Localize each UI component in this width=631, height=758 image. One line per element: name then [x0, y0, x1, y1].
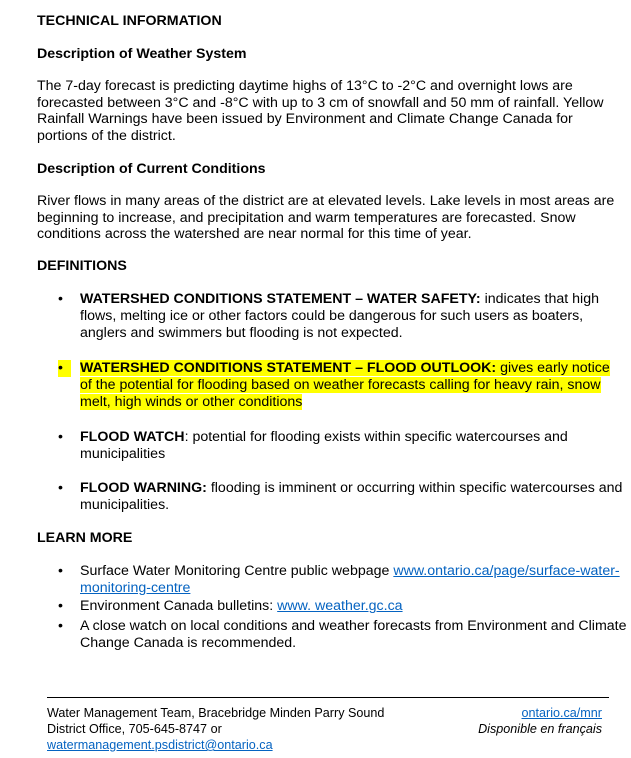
learn-more-text: Environment Canada bulletins: [80, 598, 278, 614]
technical-information-heading: TECHNICAL INFORMATION [37, 13, 222, 29]
current-conditions-text: River flows in many areas of the district are at elevated levels. Lake levels in most areas are beginning to increase, and precipitation and warm temperatures are forecasted. Snow conditions across the watershed are near normal for this time of year. [37, 193, 615, 243]
bullet: • [58, 291, 63, 307]
definition-item-flood-watch [58, 429, 630, 463]
current-conditions-heading: Description of Current Conditions [37, 161, 266, 177]
bullet: • [58, 618, 63, 634]
definition-desc: gives early notice of the potential for flooding based on weather forecasts calling for heavy rain, snow melt, high winds or other conditions [80, 360, 610, 410]
learn-more-item-environment-canada [58, 598, 630, 615]
footer-email-link[interactable]: watermanagement.psdistrict@ontario.ca [47, 738, 273, 752]
bullet: • [58, 480, 63, 496]
definition-term: FLOOD WARNING: [80, 480, 207, 496]
bullet: • [58, 360, 71, 377]
footer-divider [47, 697, 609, 698]
definition-item-water-safety [58, 291, 630, 342]
bullet: • [58, 598, 63, 614]
definition-term: FLOOD WATCH [80, 429, 185, 445]
learn-more-text: Surface Water Monitoring Centre public webpage [80, 563, 394, 579]
learn-more-item-surface-water [58, 563, 630, 597]
ontario-mnr-link[interactable]: ontario.ca/mnr [521, 706, 602, 720]
bullet: • [58, 563, 63, 579]
learn-more-text: A close watch on local conditions and weather forecasts from Environment and Climate Change Canada is recommended. [80, 618, 627, 651]
definitions-heading: DEFINITIONS [37, 258, 127, 274]
footer-office: District Office, 705-645-8747 or [47, 722, 222, 736]
learn-more-item-close-watch [58, 618, 630, 652]
bullet: • [58, 429, 63, 445]
definition-desc: : potential for flooding exists within specific watercourses and municipalities [80, 429, 568, 462]
french-availability: Disponible en français [478, 722, 602, 736]
definition-desc: indicates that high flows, melting ice or other factors could be dangerous for such users as boaters, anglers and swimmers but flooding is not expected. [80, 291, 599, 341]
footer-team: Water Management Team, Bracebridge Minden Parry Sound [47, 706, 385, 720]
weather-system-text: The 7-day forecast is predicting daytime highs of 13°C to -2°C and overnight lows are forecasted between 3°C and -8°C with up to 3 cm of snowfall and 50 mm of rainfall. Yellow Rainfall Warnings have been issued by Environment and Climate Change Canada for portions of the district. [37, 78, 604, 144]
surface-water-link[interactable]: www.ontario.ca/page/surface-water-monitoring-centre [80, 563, 620, 596]
definition-item-flood-outlook [58, 360, 624, 411]
definition-desc: flooding is imminent or occurring within specific watercourses and municipalities. [80, 480, 623, 513]
footer-contact [47, 705, 384, 753]
learn-more-heading: LEARN MORE [37, 530, 133, 546]
definition-item-flood-warning [58, 480, 630, 514]
footer-right [478, 705, 602, 737]
weather-system-heading: Description of Weather System [37, 46, 247, 62]
definition-term: WATERSHED CONDITIONS STATEMENT – WATER SAFETY: [80, 291, 481, 307]
definition-term: WATERSHED CONDITIONS STATEMENT – FLOOD OUTLOOK: [80, 360, 497, 376]
weather-gc-link[interactable]: www. weather.gc.ca [277, 598, 403, 614]
